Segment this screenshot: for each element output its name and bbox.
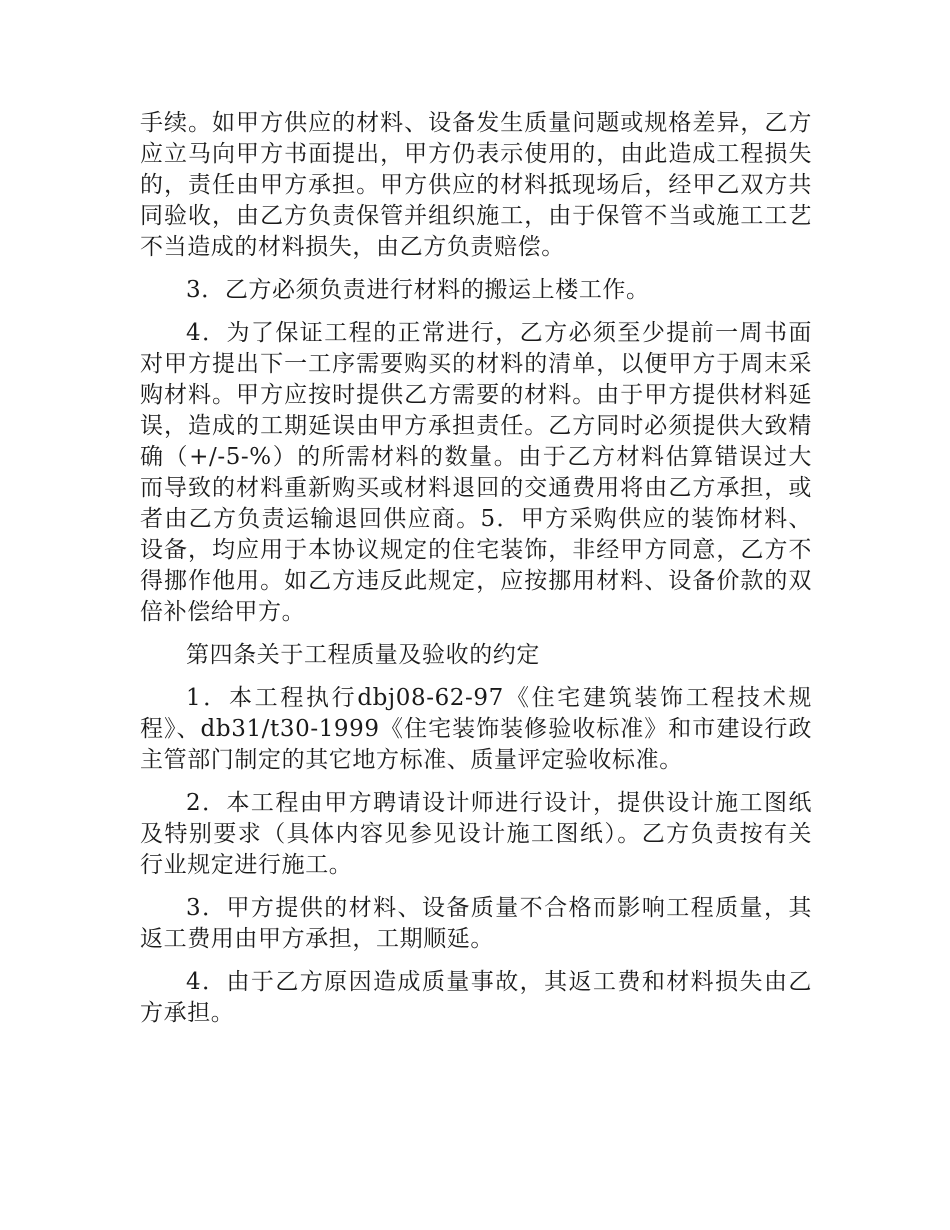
- paragraph-material-supply: 手续。如甲方供应的材料、设备发生质量问题或规格差异，乙方应立马向甲方书面提出，甲方仍表示使用的，由此造成工程损失的，责任由甲方承担。甲方供应的材料抵现场后，经甲乙双方共同验收，由乙方负责保管并组织施工，由于保管不当或施工工艺不当造成的材料损失，由乙方负责赔偿。: [140, 110, 812, 260]
- paragraph-quality-item-3: 3．甲方提供的材料、设备质量不合格而影响工程质量，其返工费用由甲方承担，工期顺延。: [140, 895, 812, 952]
- document-body: [140, 108, 812, 1041]
- paragraph-item-3-transport: 3．乙方必须负责进行材料的搬运上楼工作。: [186, 277, 650, 303]
- paragraph-quality-item-1: 1．本工程执行dbj08-62-97《住宅建筑装饰工程技术规程》、db31/t30-1999《住宅装饰装修验收标准》和市建设行政主管部门制定的其它地方标准、质量评定验收标准。: [140, 685, 812, 773]
- paragraph-quality-item-4: 4．由于乙方原因造成质量事故，其返工费和材料损失由乙方承担。: [140, 969, 812, 1026]
- paragraph-item-4-purchase: 4．为了保证工程的正常进行，乙方必须至少提前一周书面对甲方提出下一工序需要购买的材料的清单，以便甲方于周末采购材料。甲方应按时提供乙方需要的材料。由于甲方提供材料延误，造成的工期延误由甲方承担责任。乙方同时必须提供大致精确（+/-5-%）的所需材料的数量。由于乙方材料估算错误过大而导致的材料重新购买或材料退回的交通费用将由乙方承担，或者由乙方负责运输退回供应商。5．甲方采购供应的装饰材料、设备，均应用于本协议规定的住宅装饰，非经甲方同意，乙方不得挪作他用。如乙方违反此规定，应按挪用材料、设备价款的双倍补偿给甲方。: [140, 320, 812, 625]
- section-heading-article-4: 第四条关于工程质量及验收的约定: [186, 642, 540, 668]
- paragraph-quality-item-2: 2．本工程由甲方聘请设计师进行设计，提供设计施工图纸及特别要求（具体内容见参见设计施工图纸）。乙方负责按有关行业规定进行施工。: [140, 790, 812, 878]
